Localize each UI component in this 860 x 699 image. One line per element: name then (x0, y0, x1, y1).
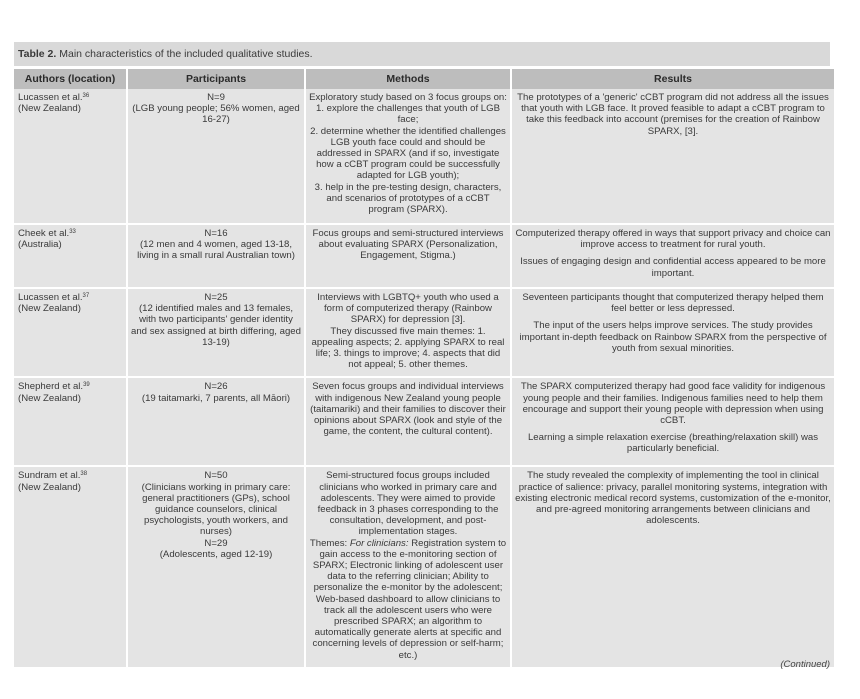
table-row (14, 89, 834, 225)
methods-cell (306, 225, 510, 289)
author-location: (Australia) (18, 239, 62, 251)
author-name: Shepherd et al. (18, 381, 84, 393)
author-location: (New Zealand) (18, 303, 81, 315)
author-location: (New Zealand) (18, 392, 81, 404)
author-location: (New Zealand) (18, 103, 81, 115)
author-cell (14, 225, 126, 289)
header-row (14, 69, 834, 89)
continued-note: (Continued) (780, 659, 830, 670)
participants-detail: (LGB young people; 56% women, aged 16-27) (132, 103, 300, 126)
results-cell (512, 89, 834, 225)
participants-count: N=16 (204, 228, 228, 239)
participants-detail: (19 taitamarki, 7 parents, all Māori) (141, 392, 291, 404)
author-location: (New Zealand) (18, 481, 81, 493)
methods-text: They discussed five main themes: 1. appealing aspects; 2. applying SPARX to real life; 3. things to improve; 4. aspects that did not appeal; 5. other themes. (311, 325, 505, 371)
author-cell (14, 289, 126, 378)
participants-count: N=50 (204, 470, 228, 482)
participants-detail: (Adolescents, aged 12-19) (159, 548, 273, 560)
results-cell (512, 467, 834, 668)
author-name: Lucassen et al. (18, 292, 83, 303)
table-row (14, 378, 834, 467)
results-text: Seventeen participants thought that computerized therapy helped them feel better or less depressed. (522, 292, 824, 315)
methods-themes-emphasis: For clinicians: (349, 537, 409, 549)
results-cell (512, 225, 834, 289)
participants-detail: (Clinicians working in primary care: general practitioners (GPs), school guidance counselors, clinical psychologists, youth workers, and nurses) (141, 481, 291, 538)
studies-table (12, 69, 836, 669)
participants-count: N=9 (207, 92, 225, 103)
author-cell (14, 89, 126, 225)
results-text: Issues of engaging design and confidential access appeared to be more important. (520, 256, 826, 279)
participants-cell (128, 467, 304, 668)
methods-text: Seven focus groups and individual interviews with indigenous New Zealand young people (taitamariki) and their families to discover their opinions about SPARX (look and style of the game, the content, the cultural content). (310, 381, 506, 438)
methods-cell (306, 467, 510, 668)
reference-number: 39 (83, 382, 90, 389)
methods-cell (306, 89, 510, 225)
results-text: The SPARX computerized therapy had good face validity for indigenous young people and their families. Indigenous families need to help them encourage and support their young people with depression when using cCBT. (520, 381, 826, 427)
methods-text: 1. explore the challenges that youth of LGB face; (315, 103, 500, 126)
author-name: Sundram et al. (18, 470, 81, 482)
reference-number: 38 (80, 471, 88, 478)
methods-text: Semi-structured focus groups included clinicians who worked in primary care and adolescents. They were aimed to provide feedback in 3 phases corresponding to the consultation, development, and post-implementation stages. (317, 470, 499, 538)
results-text: The study revealed the complexity of implementing the tool in clinical practice of salience: privacy, parallel monitoring systems, integration with existing electronic medical record systems, customization of the e-monitor, and pre-agreed monitoring arrangements between clinicians and adolescents. (515, 470, 831, 527)
methods-cell (306, 289, 510, 378)
table-caption (14, 42, 830, 69)
participants-detail: (12 men and 4 women, aged 13-18, living in a small rural Australian town) (137, 239, 295, 262)
participants-cell (128, 289, 304, 378)
methods-cell (306, 378, 510, 467)
results-cell (512, 378, 834, 467)
participants-count: N=29 (204, 537, 228, 549)
results-cell (512, 289, 834, 378)
table-container (14, 42, 830, 669)
participants-detail: (12 identified males and 13 females, with two participants' gender identity and sex assigned at birth differing, aged 13-19) (131, 303, 301, 348)
methods-text: Interviews with LGBTQ+ youth who used a form of computerized therapy (Rainbow SPARX) for depression [3]. (317, 292, 499, 326)
table-row (14, 467, 834, 668)
table-row (14, 225, 834, 289)
header-results: Results (512, 69, 834, 89)
methods-text: 2. determine whether the identified challenges LGB youth face could and should be addressed in SPARX (and if so, investigate how a cCBT program could be successfully adapted for LGB youth); (310, 125, 506, 182)
methods-themes-label: Themes: (309, 537, 350, 549)
reference-number: 37 (82, 293, 90, 299)
header-authors: Authors (location) (14, 69, 126, 89)
results-text: Computerized therapy offered in ways that support privacy and choice can improve access to treatment for rural youth. (515, 228, 831, 251)
table-caption-text: Main characteristics of the included qualitative studies. (56, 48, 313, 60)
author-cell (14, 467, 126, 668)
results-text: The prototypes of a 'generic' cCBT program did not address all the issues that youth with LGB face. It proved feasible to adapt a cCBT program to take this feedback into account (premises for the creation of Rainbow SPARX, [3]. (517, 92, 829, 137)
table-caption-label: Table 2. (18, 48, 57, 60)
participants-count: N=25 (204, 292, 228, 303)
methods-text: Focus groups and semi-structured interviews about evaluating SPARX (Personalization, Engagement, Stigma.) (312, 228, 504, 262)
author-cell (14, 378, 126, 467)
header-methods: Methods (306, 69, 510, 89)
participants-cell (128, 225, 304, 289)
participants-cell (128, 89, 304, 225)
participants-cell (128, 378, 304, 467)
author-name: Lucassen et al. (18, 92, 83, 103)
author-name: Cheek et al. (18, 228, 70, 239)
methods-themes-text: Registration system to gain access to the e-monitoring section of SPARX; Electronic linking of adolescent user data to the referring clinician; Ability to personalize the e-monitor by the adolescent; Web-based dashboard to allow clinicians to track all the adolescent users who were prescribed SPARX; an algorithm to automatically generate alerts at specific and concerning levels of depression or self-harm; etc.) (312, 537, 507, 661)
results-text: Learning a simple relaxation exercise (breathing/relaxation skill) was particularly beneficial. (527, 432, 819, 455)
participants-count: N=26 (204, 381, 228, 393)
reference-number: 36 (82, 93, 90, 99)
results-text: The input of the users helps improve services. The study provides important in-depth feedback on Rainbow SPARX from the perspective of youth from sexual minorities. (519, 320, 827, 354)
reference-number: 33 (69, 229, 76, 235)
table-row (14, 289, 834, 378)
header-participants: Participants (128, 69, 304, 89)
methods-text: 3. help in the pre-testing design, characters, and scenarios of prototypes of a cCBT program (SPARX). (314, 181, 502, 216)
methods-text: Exploratory study based on 3 focus groups on: (309, 92, 507, 103)
